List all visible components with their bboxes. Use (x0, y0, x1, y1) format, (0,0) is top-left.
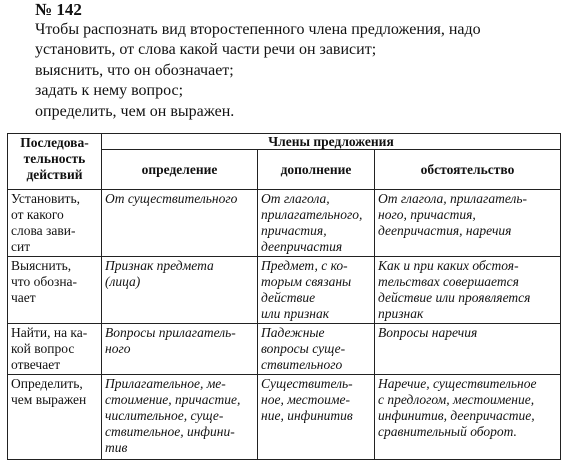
table-cell (102, 375, 258, 460)
step-cell (8, 375, 102, 460)
column-header-adverbial: обстоятельство (375, 150, 561, 190)
header-steps-line: Последова- (20, 135, 89, 150)
header-steps-line: тельность (23, 151, 86, 166)
cell-line: деепричастия, наречия (378, 223, 512, 238)
intro-line: определить, чем он выражен. (35, 102, 235, 120)
cell-line: Вопросы прилагатель- (105, 325, 236, 340)
intro-line: задать к нему вопрос; (35, 82, 184, 100)
header-steps (8, 134, 102, 190)
cell-line: тив (105, 440, 128, 455)
table-row (8, 257, 561, 324)
table-cell (102, 324, 258, 375)
cell-line: Признак предмета (105, 258, 214, 273)
step-line: чает (11, 290, 36, 305)
table-row (8, 324, 561, 375)
cell-line: От существительного (105, 191, 238, 206)
step-line: Установить, (11, 191, 80, 206)
cell-line: действие или проявляется (378, 290, 531, 305)
table-row (8, 190, 561, 257)
step-cell (8, 190, 102, 257)
table-cell (375, 190, 561, 257)
step-line: Найти, на ка- (11, 325, 88, 340)
cell-line: Существитель- (261, 376, 353, 391)
cell-line: торым связаны (261, 274, 352, 289)
cell-line: признак (378, 306, 424, 321)
cell-line: ствительное, инфини- (105, 424, 235, 439)
table-cell (258, 190, 375, 257)
step-line: от какого (11, 207, 64, 222)
cell-line: ствительного (261, 357, 343, 372)
step-line: что обозна- (11, 274, 78, 289)
step-line: слова зави- (11, 223, 76, 238)
table-cell (102, 190, 258, 257)
task-number: № 142 (35, 0, 82, 19)
column-header-object: дополнение (258, 150, 375, 190)
cell-line: Прилагательное, ме- (105, 376, 226, 391)
cell-line: Предмет, с ко- (261, 258, 348, 273)
cell-line: сравнительный оборот. (378, 424, 517, 439)
step-line: кой вопрос (11, 341, 75, 356)
table-cell (375, 257, 561, 324)
table-cell (102, 257, 258, 324)
cell-line: Как и при каких обстоя- (378, 258, 519, 273)
cell-line: числительное, суще- (105, 408, 224, 423)
cell-line: ние, инфинитив (261, 408, 353, 423)
column-header-attribute: определение (102, 150, 258, 190)
table-cell (375, 375, 561, 460)
table-cell (258, 257, 375, 324)
header-sentence-members: Члены предложения (102, 134, 561, 150)
intro-line: выяснить, что он обозначает; (35, 61, 234, 79)
sentence-members-table (7, 133, 561, 460)
cell-line: инфинитив, деепричастие, (378, 408, 535, 423)
cell-line: Падежные (261, 325, 325, 340)
cell-line: стоимение, причастие, (105, 392, 241, 407)
step-cell (8, 257, 102, 324)
cell-line: Наречие, существительное (378, 376, 537, 391)
cell-line: ное, местоиме- (261, 392, 350, 407)
cell-line: От глагола, (261, 191, 330, 206)
cell-line: или признак (261, 306, 330, 321)
table-cell (258, 324, 375, 375)
table-row (8, 375, 561, 460)
cell-line: прилагательного, (261, 207, 363, 222)
cell-line: действие (261, 290, 316, 305)
table-cell (258, 375, 375, 460)
step-line: Определить, (11, 376, 83, 391)
step-line: Выяснить, (11, 258, 72, 273)
cell-line: деепричастия (261, 239, 343, 254)
intro-line: Чтобы распознать вид второстепенного члена предложения, надо (35, 21, 481, 38)
cell-line: причастия, (261, 223, 327, 238)
step-cell (8, 324, 102, 375)
table-cell (375, 324, 561, 375)
cell-line: От глагола, прилагатель- (378, 191, 527, 206)
cell-line: (лица) (105, 274, 141, 289)
task-header (35, 0, 555, 122)
cell-line: ного (105, 341, 131, 356)
cell-line: вопросы суще- (261, 341, 346, 356)
step-line: чем выражен (11, 392, 87, 407)
step-line: сит (11, 239, 31, 254)
step-line: отвечает (11, 357, 61, 372)
intro-line: установить, от слова какой части речи он зависит; (35, 41, 377, 59)
cell-line: ного, причастия, (378, 207, 476, 222)
cell-line: тельствах совершается (378, 274, 519, 289)
cell-line: Вопросы наречия (378, 325, 478, 340)
header-steps-line: действий (26, 167, 83, 182)
cell-line: с предлогом, местоимение, (378, 392, 535, 407)
